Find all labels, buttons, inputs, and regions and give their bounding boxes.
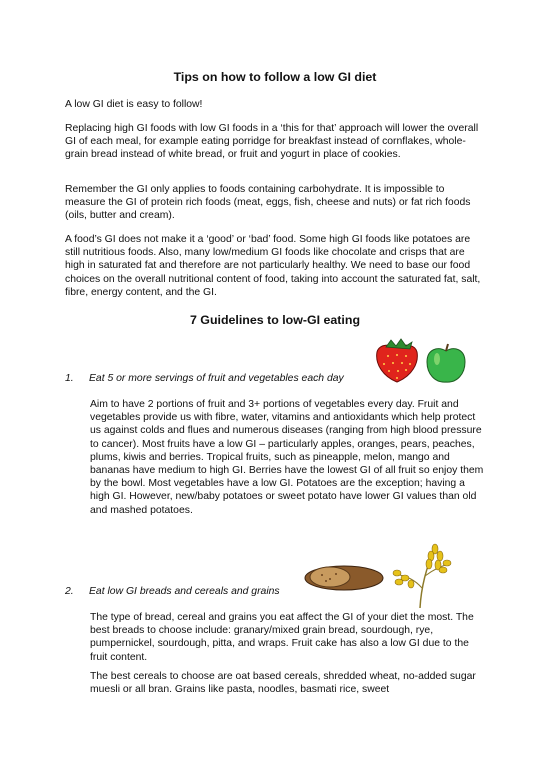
guideline-2-number: 2. — [65, 586, 74, 597]
intro-paragraph-1: A low GI diet is easy to follow! — [65, 99, 203, 110]
guideline-2-title — [65, 586, 385, 597]
guideline-2-paragraph-1: The type of bread, cereal and grains you eat affect the GI of your diet the most. The best breads to choose include: granary/mixed grain bread, sourdough, rye, pumpernickel, sourdough, pitta, and wraps. Fruit cake has also a low GI due to the fruit content. — [90, 612, 474, 663]
intro-paragraph-3: Remember the GI only applies to foods containing carbohydrate. It is impossible to measure the GI of protein rich foods (meat, eggs, fish, cheese and nuts) or fat rich foods (oils, butter and cream). — [65, 184, 471, 222]
green-apple-icon — [424, 343, 468, 385]
intro-paragraph-2: Replacing high GI foods with low GI foods in a ‘this for that’ approach will lower the overall GI of each meal, for example eating porridge for breakfast instead of cornflakes, whole-grain bread instead of white bread, or fruit and yogurt in place of cookies. — [65, 123, 479, 161]
guideline-2-paragraph-2: The best cereals to choose are oat based cereals, shredded wheat, no-added sugar muesli or all bran. Grains like pasta, noodles, basmati rice, sweet — [90, 671, 476, 696]
intro-paragraph-4: A food’s GI does not make it a ‘good’ or ‘bad’ food. Some high GI foods like potatoes are still nutritious foods. Also, many low/medium GI foods like chocolate and crisps that are high in saturated fat and therefore are not particularly healthy. We need to base our food choices on the overall nutritional content of food, taking into account the saturated fat, salt, fibre, energy content, and the GI. — [65, 234, 481, 298]
wheat-stalk-icon — [385, 540, 455, 610]
guideline-1-title-text: Eat 5 or more servings of fruit and vegetables each day — [89, 373, 344, 384]
guideline-1-paragraph: Aim to have 2 portions of fruit and 3+ portions of vegetables every day. Fruit and vegetables provide us with fibre, water, vitamins and antioxidants which help protect us against colds and flues and numerous diseases (ranging from high blood pressure to cancer). Most fruits have a low GI – particularly apples, oranges, pears, peaches, plums, kiwis and berries. Tropical fruits, such as pineapple, melon, mango and bananas have medium to high GI. Berries have the lowest GI of all fruit so enjoy them by the bowl. Most vegetables have a low GI. Potatoes are the exception; having a high GI. However, new/baby potatoes or sweet potato have lower GI values than old and mashed potatoes. — [90, 399, 484, 516]
guideline-1-title — [65, 373, 385, 384]
guideline-1-number: 1. — [65, 373, 74, 384]
guidelines-heading: 7 Guidelines to low-GI eating — [189, 313, 361, 327]
strawberry-icon — [372, 338, 422, 384]
guideline-2-title-text: Eat low GI breads and cereals and grains — [89, 586, 280, 597]
page-title: Tips on how to follow a low GI diet — [173, 70, 377, 84]
